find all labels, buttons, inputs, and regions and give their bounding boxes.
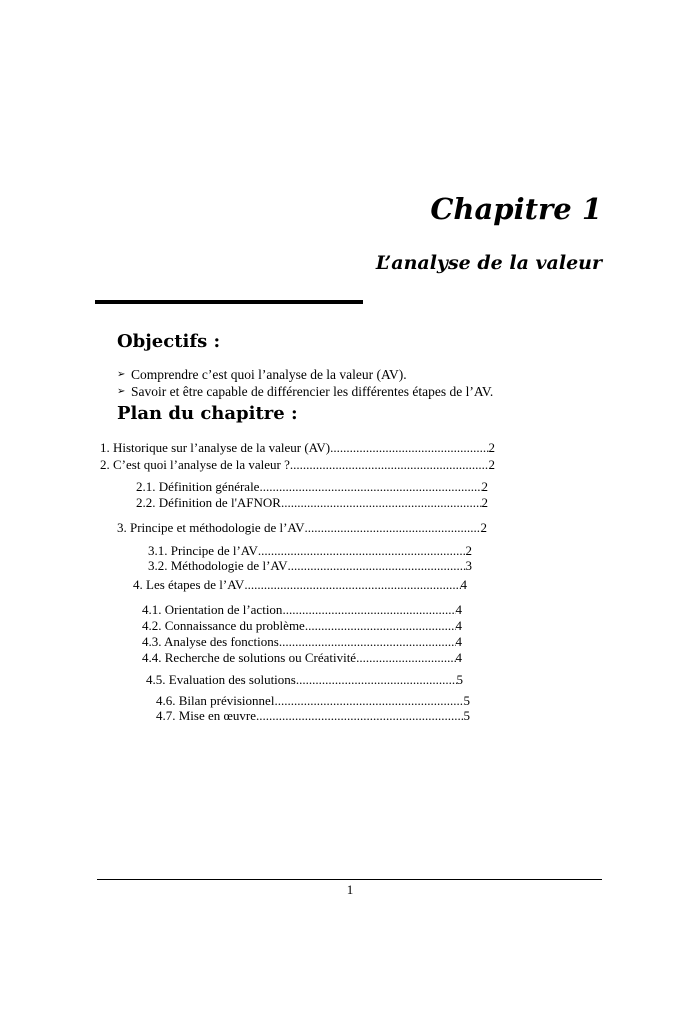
toc-entry bbox=[146, 672, 463, 688]
toc-entry bbox=[156, 708, 470, 724]
toc-entry bbox=[142, 618, 462, 634]
toc-entry bbox=[148, 558, 472, 574]
toc-entry-label: 4.5. Evaluation des solutions bbox=[146, 672, 296, 687]
chapter-title: Chapitre 1 bbox=[430, 192, 602, 226]
toc-leader-dots bbox=[330, 440, 488, 456]
toc-entry-page: 4 bbox=[460, 577, 467, 592]
toc-entry bbox=[136, 495, 488, 511]
toc-leader-dots bbox=[290, 457, 489, 473]
toc-entry-page: 4 bbox=[455, 634, 462, 649]
toc-entry-page: 3 bbox=[465, 558, 472, 573]
toc-entry-label: 2.1. Définition générale bbox=[136, 479, 260, 494]
arrowhead-bullet-icon: ➢ bbox=[117, 369, 126, 380]
objective-item bbox=[117, 366, 493, 383]
toc-entry-label: 3. Principe et méthodologie de l’AV bbox=[117, 520, 305, 535]
toc-entry bbox=[100, 440, 495, 456]
objectives-list bbox=[117, 366, 493, 400]
objective-item bbox=[117, 383, 493, 400]
toc-entry-label: 4. Les étapes de l’AV bbox=[133, 577, 245, 592]
toc-entry-page: 5 bbox=[456, 672, 463, 687]
toc-entry-page: 2 bbox=[481, 479, 488, 494]
toc-entry-page: 4 bbox=[455, 618, 462, 633]
toc-entry-page: 2 bbox=[488, 440, 495, 455]
toc-entry bbox=[142, 634, 462, 650]
toc-entry-label: 2. C’est quoi l’analyse de la valeur ? bbox=[100, 457, 290, 472]
toc-entry-label: 3.2. Méthodologie de l’AV bbox=[148, 558, 288, 573]
objective-text: Comprendre c’est quoi l’analyse de la valeur (AV). bbox=[131, 367, 407, 382]
plan-heading: Plan du chapitre : bbox=[117, 403, 298, 424]
toc-entry-label: 4.2. Connaissance du problème bbox=[142, 618, 305, 633]
objectives-heading: Objectifs : bbox=[117, 331, 221, 352]
toc-entry bbox=[117, 520, 487, 536]
toc-leader-dots bbox=[282, 602, 455, 618]
toc-entry bbox=[156, 693, 470, 709]
page-number: 1 bbox=[346, 882, 354, 897]
toc-leader-dots bbox=[296, 672, 457, 688]
toc-entry bbox=[100, 457, 495, 473]
toc-leader-dots bbox=[244, 577, 460, 593]
toc-leader-dots bbox=[259, 479, 481, 495]
toc-entry-label: 4.1. Orientation de l’action bbox=[142, 602, 283, 617]
toc-entry-page: 2 bbox=[481, 495, 488, 510]
toc-entry-page: 5 bbox=[463, 693, 470, 708]
toc-entry-page: 2 bbox=[480, 520, 487, 535]
toc-entry-label: 4.7. Mise en œuvre bbox=[156, 708, 257, 723]
toc-entry bbox=[133, 577, 467, 593]
toc-entry bbox=[142, 650, 462, 666]
chapter-subtitle: L’analyse de la valeur bbox=[375, 252, 602, 274]
toc-entry-label: 2.2. Définition de l'AFNOR bbox=[136, 495, 281, 510]
title-divider bbox=[95, 300, 363, 304]
toc-entry-label: 4.6. Bilan prévisionnel bbox=[156, 693, 275, 708]
toc-leader-dots bbox=[281, 495, 482, 511]
toc-entry-label: 4.4. Recherche de solutions ou Créativité bbox=[142, 650, 357, 665]
footer-divider bbox=[97, 879, 602, 880]
toc-entry bbox=[136, 479, 488, 495]
toc-leader-dots bbox=[305, 520, 481, 536]
toc-entry-page: 4 bbox=[455, 650, 462, 665]
toc-leader-dots bbox=[305, 618, 456, 634]
toc-entry-label: 3.1. Principe de l’AV bbox=[148, 543, 258, 558]
toc-entry-page: 4 bbox=[455, 602, 462, 617]
arrowhead-bullet-icon: ➢ bbox=[117, 386, 126, 397]
toc-entry-page: 2 bbox=[488, 457, 495, 472]
toc-leader-dots bbox=[256, 708, 463, 724]
toc-leader-dots bbox=[258, 543, 466, 559]
toc-entry bbox=[148, 543, 472, 559]
toc-leader-dots bbox=[274, 693, 463, 709]
toc-entry-label: 1. Historique sur l’analyse de la valeur (AV) bbox=[100, 440, 331, 455]
toc-entry-page: 2 bbox=[465, 543, 472, 558]
toc-entry bbox=[142, 602, 462, 618]
toc-entry-label: 4.3. Analyse des fonctions bbox=[142, 634, 279, 649]
objective-text: Savoir et être capable de différencier les différentes étapes de l’AV. bbox=[131, 384, 494, 399]
toc-entry-page: 5 bbox=[463, 708, 470, 723]
toc-leader-dots bbox=[288, 558, 466, 574]
toc-leader-dots bbox=[356, 650, 455, 666]
toc-leader-dots bbox=[279, 634, 456, 650]
